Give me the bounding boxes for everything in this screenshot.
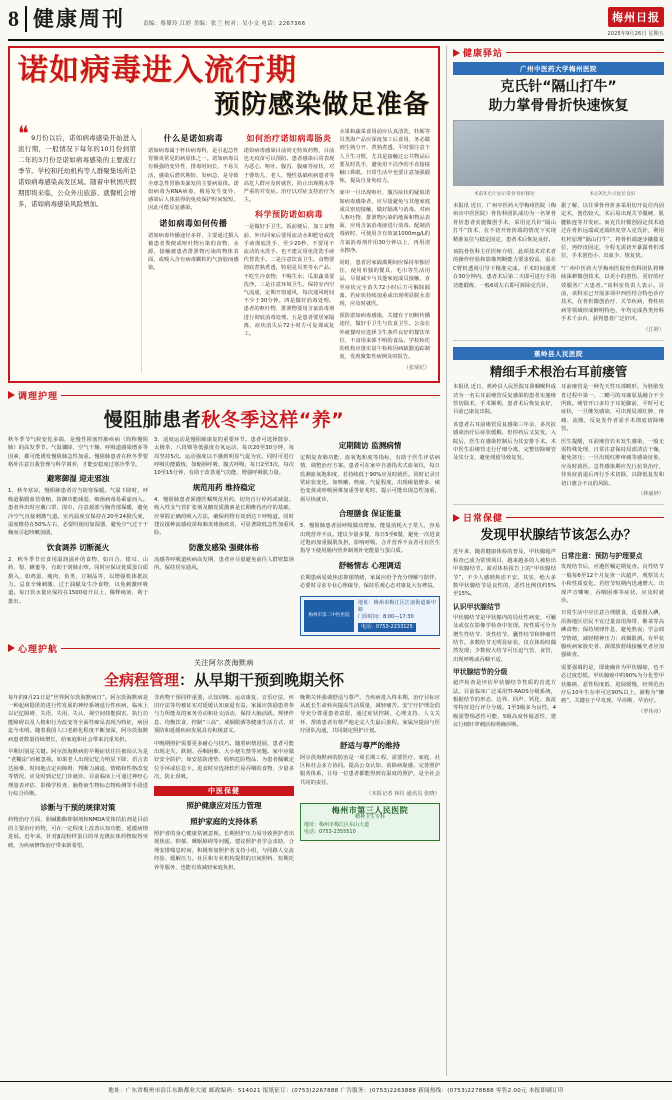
- hospital-ad-2-name: 梅州市第三人民医院: [331, 805, 409, 815]
- copd-headline-red: 秋冬季这样“养”: [201, 408, 345, 431]
- r1-headline: [453, 78, 664, 116]
- copd-text-2c: 长期患病易致焦虑抑郁情绪，家属应给予充分理解与陪伴，必要时寻求专业心理疏导，保持乐观心态对康复大有裨益。: [300, 574, 440, 590]
- hospital-info: [358, 600, 436, 632]
- lead-p3: 诺如病毒感染目前尚无特效药物，目前也无疫苗可以预防。患者感染后常表现为恶心、呕吐、腹泻、腹痛等症状，对于婴幼儿、老人、慢性基础疾病患者等高危人群应及时就医，防止出现脱水等严重的并发症。治疗以对症支持治疗为主。: [243, 148, 335, 204]
- alz-text-2b: 阿尔茨海默病的防治是一项长期工程，需要医疗、家庭、社区和社会多方协同。提高公众认知、消除病耻感、完善照护服务体系，让每一位患者都能得到有温度的照护，是全社会共同的责任。: [300, 754, 440, 786]
- content-grid: [8, 46, 664, 1076]
- r2-p3: 该患者右耳前瘘管反复感染三年余，多次抗感染治疗后症状缓解，但停药后又复发。入院后，医生在感染控制后为其安排手术。术中医生沿瘘管走行仔细分离，完整切除瘘管及其分支，避免残留导致复发。: [453, 421, 556, 462]
- section-title: 健康周刊: [33, 7, 125, 31]
- triangle-icon: [453, 514, 460, 522]
- r3-body-left: [453, 548, 556, 729]
- lead-intro-text: 9月份以后，诺如病毒感染开始进入流行期，一般情况下每年的10月份到第二年的3月份是诺如病毒感染的主要流行季节。学校和托幼机构等人群聚集场所是诺如病毒感染高发区域。随着中秋国庆假期即将来临，公众外出旅游、就餐机会增多，诺如病毒感染风险增加。: [18, 134, 136, 208]
- copd-sub-2: 定期随访 监测病情: [338, 440, 402, 450]
- page-number: 8: [8, 6, 27, 32]
- alz-sub-1: 照护家庭的支持体系: [190, 817, 258, 827]
- paper-name: 梅州日报: [608, 7, 664, 27]
- lead-headline-line2: 预防感染做足准备: [213, 90, 430, 120]
- alz-headline-red: 全病程管理: [103, 670, 179, 689]
- alz-columns: [8, 694, 440, 873]
- lead-p8: 预防诺如病毒感染，关键在于切断传播途径，做好手卫生与饮食卫生。公众在外就餐时应选择卫生条件良好的餐饮单位，不食用来源不明的食品。学校和托幼机构应落实晨午检和因病缺勤追踪制度，发现聚集性病例及时报告。: [339, 313, 431, 361]
- copd-sub-2c: 舒畅情志 心理调适: [338, 560, 402, 570]
- r3-body-right: [561, 548, 664, 729]
- r2-byline: （林丽妙）: [638, 490, 664, 497]
- alz-band2: 照护健康应对压力管理: [186, 801, 262, 811]
- paper-logo: [572, 6, 664, 37]
- divider: [453, 340, 664, 341]
- page-footer: 地址：广东省梅州市沿江东路都业大厦 邮政编码：514021 报纸征订：(0753)2267888 广告服务：(0753)2263888 新闻热线：(0753)2278888 零售2.00元 本报即刷订印: [0, 1081, 672, 1100]
- copd-lead: 秋冬季节气候变化多端，是慢性阻塞性肺疾病（简称慢阻肺）的高发季节。气温骤降、空气干燥、呼吸道感染增多等因素，都可能诱发慢阻肺急性加重。慢阻肺患者在秋冬季要格外注意自我管理与科学调养，才能安稳度过寒冷季节。: [8, 436, 148, 468]
- alz-text-1c: 照护者的身心健康常被忽视。长期照护压力易导致照护者出现焦虑、抑郁、睡眠障碍等问题。建议照护者学会求助，合理安排喘息时间，积极参加照护者支持小组，与同路人交流经验、缓解压力。社区和专业机构提供的日间照料、短期托养等服务，也能有效减轻家庭负担。: [154, 831, 294, 871]
- r3-p2: 超声检查是评估甲状腺结节性质的首选方法。目前临床广泛采用TI-RADS分级系统，根据结节的形态、边界、回声、钙化、血流等特征进行评分分级。1至3级多为良性，4级需警惕恶性可能，5级高度怀疑恶性，建议行细针穿刺活检明确诊断。: [453, 680, 556, 729]
- r1-p2: 据了解，以往掌骨骨折多采用切开复位内固定术，创伤较大，术后易出现关节僵硬、肌腱粘连等并发症。而克氏针微创固定技术通过在骨折远端或近端经皮穿入克氏针，利用杠杆原理“隔山打牛”，将骨折端逐步撬拨复位，再经皮固定，全程无需切开暴露骨折部位，手术创伤小、出血少、恢复快。: [561, 203, 664, 260]
- hospital-ad-2[interactable]: [300, 803, 440, 841]
- r2-body: [453, 383, 664, 498]
- alz-col-0: [8, 694, 148, 873]
- alz-text-0c: 药物治疗方面，胆碱酯酶抑制剂和NMDA受体拮抗剂是目前的主要治疗药物，可在一定程度上改善认知功能、延缓病情进展。近年来，针对β淀粉样蛋白的单克隆抗体药物取得突破，为疾病修饰治疗带来新希望。: [8, 817, 148, 849]
- right-column: [446, 46, 664, 1076]
- hospital-logo: 梅州市第二中医医院: [304, 600, 354, 632]
- alz-flag-label: 心理护航: [18, 644, 59, 655]
- r1-captions: [453, 190, 664, 198]
- lead-p5: 水果和蔬菜食用前应认真清洗，牡蛎等贝类海产品应深度加工后食用，务必做到生熟分开、煮熟煮透。平时要注意个人卫生习惯，尤其是接触过公共物品后要及时洗手，避免用不洁净的手直接接触口鼻眼。日常生活中也要注意加强锻炼，提高自身免疫力。: [339, 129, 431, 185]
- lead-sub-1: 什么是诺如病毒: [163, 134, 224, 143]
- lead-headline: [18, 54, 430, 120]
- health-station-flag: [453, 46, 664, 59]
- divider: [453, 504, 664, 505]
- copd-headline: [8, 408, 440, 432]
- r3-sub-3: 日常注意：预防与护理要点: [561, 552, 643, 561]
- alz-sub-2: 舒适与尊严的维持: [340, 740, 400, 750]
- copd-sub-1c: 防激发感染 强健体格: [188, 542, 260, 552]
- alz-text-0b: 早期识别是关键。阿尔茨海默病的早期症状往往被误认为是“老糊涂”而被忽视。如果老人出现记忆力明显下降、语言表达困难、时间地点定向障碍、判断力减退、情绪和性格改变等情况，应及时到记忆门诊就诊。目前临床上可通过神经心理量表评估、影像学检查、脑脊液生物标志物检测等手段进行综合诊断。: [8, 749, 148, 798]
- alz-headline: [8, 670, 440, 690]
- daily-health-label: 日常保健: [463, 514, 504, 525]
- copd-text-2b: 5．慢阻肺患者因呼吸做功增加，能量消耗大于常人，容易出现营养不良。建议少量多餐，每日5至6餐，避免一次进食过饱而加重膈肌负担，影响呼吸。合并营养不良者可在医生指导下使用肠内营养制剂补充能量与蛋白质。: [300, 523, 440, 555]
- r2-body-left: [453, 383, 556, 498]
- alz-col-1: [154, 694, 294, 873]
- hospital-ad-1[interactable]: [300, 596, 440, 636]
- lead-body: [18, 123, 431, 373]
- alz-text-0: 每年的9月21日是“世界阿尔茨海默病日”。阿尔茨海默病是一种起病隐匿的进行性发展的神经系统退行性疾病，临床上以记忆障碍、失语、失用、失认、视空间技能损害、执行功能障碍以及人格和行为改变等全面性痴呆表现为特征，病因迄今未明。随着我国人口老龄化程度不断加深，阿尔茨海默病患者数量持续增长，给家庭和社会带来沉重负担。: [8, 694, 148, 743]
- r3-p3: 发现结节后，应遵医嘱定期复查。良性结节一般每6至12个月复查一次超声，观察其大小和性质变化。若结节短期内迅速增大、出现声音嘶哑、吞咽困难等症状，应及时就诊。: [561, 564, 664, 604]
- lead-col-3: [339, 128, 430, 373]
- lead-sub-2: 诺如病毒如何传播: [159, 218, 228, 228]
- r1-body-right: [561, 202, 664, 334]
- r2-p2: 耳前瘘管是一种先天性耳部畸形，为胚胎发育过程中第一、二鳃弓的耳廓原基融合不全所致。瘘管开口多位于耳轮脚前，平时可无症状，一旦继发感染，可出现局部红肿、疼痛、流脓，反复发作者需手术彻底切除瘘管。: [561, 384, 664, 433]
- lead-p7: 同时，患者居家隔离期间应保持单独居住，使用单独的餐具、毛巾等生活用品，尽量减少与其他家庭成员接触，直至症状完全消失72小时后方可解除隔离。若症状持续加重或出现明显脱水表现，应及时就医。: [339, 260, 431, 308]
- copd-flag-label: 调理护理: [18, 391, 59, 402]
- r1-p4: “广州中医药大学梅州医院骨伤科团队将继续深耕微创技术，以更小的创伤、更好的疗效服务广大患者。”该科室负责人表示。目前，该科室已开展多项中西医结合特色诊疗技术，在骨折微创治疗、关节疾病、脊柱疾病等领域形成鲜明特色，年均完成各类骨科手术千余台，获得患者广泛好评。: [561, 265, 664, 323]
- xray-photo: [453, 120, 664, 186]
- copd-text-1b: 4．慢阻肺患者须遵医嘱规范用药，切勿自行停药或减量。吸入性支气管扩张剂及糖皮质激素是长期维持治疗的基础，应掌握正确的吸入方法，确保药物有效到达下呼吸道。同时建议接种流感疫苗和肺炎球菌疫苗，可显著降低急性加重风险。: [154, 496, 294, 537]
- alz-headline-rest: ：从早期干预到晚期关怀: [179, 670, 345, 689]
- r1-headline-line1: 克氏针“隔山打牛”: [500, 79, 617, 95]
- hospital-hours: 门诊时间：8:00—17:30: [358, 613, 414, 620]
- copd-headline-pre: 慢阻肺患者: [103, 408, 202, 431]
- r1-body-left: [453, 202, 556, 334]
- lead-byline: （张展纪）: [403, 365, 431, 372]
- copd-columns: [8, 436, 440, 636]
- r1-p3: 该院骨伤科主任医师介绍，此项技术对术者的操作经验和影像判断能力要求较高，需在C臂机透视引导下精准完成。手术时间通常在30分钟内，患者术后第二天即可进行手指功能锻炼，一般6周左右即可拆除克氏针。: [453, 249, 556, 289]
- copd-sub-2b: 合理膳食 保证能量: [338, 509, 402, 519]
- triangle-icon: [8, 644, 15, 652]
- r2-p4: 医生提醒，耳前瘘管若未发生感染，一般无需特殊处理，日常注意保持局部清洁干燥，避免挤压；一旦出现红肿疼痛等感染征象，应及时就医。急性感染期应先行抗炎治疗，待炎症消退后再行手术切除，以降低复发和切口愈合不良的风险。: [561, 438, 664, 487]
- masthead: [8, 6, 664, 41]
- copd-flag: [8, 389, 440, 402]
- copd-text-0: 1．秋冬寒凉，慢阻肺患者首当防寒保暖。气温下降时，呼吸道黏膜血管收缩，防御功能减弱，细菌病毒易乘虚而入。患者外出时应戴口罩、围巾，注意颈部与胸背部保暖，避免冷空气直接刺激气道。室内温度宜保持在20至24摄氏度，湿度维持在50%左右，必要时使用加湿器，避免空气过于干燥而引起咳嗽加剧。: [8, 488, 148, 537]
- lead-sub-4: 科学预防诺如病毒: [255, 210, 323, 220]
- alz-col-2: [300, 694, 440, 873]
- health-station-label: 健康驿站: [463, 49, 504, 59]
- r3-p0: 近年来，随着健康体检的普及，甲状腺超声检查已成为常规项目，越来越多的人被检出甲状腺结节。面对体检报告上的“甲状腺结节”，不少人感到焦虑不安。其实，绝大多数甲状腺结节是良性的，恶性比例仅约5%至15%。: [453, 549, 556, 598]
- caption-left: 术前X光片显示掌骨骨折移位: [474, 192, 535, 197]
- hospital-ad-2-sub: 精神卫生专科: [354, 814, 385, 821]
- hospital-band-2: 蕉岭县人民医院: [453, 347, 664, 360]
- left-column: [8, 46, 446, 1076]
- daily-health-flag: [453, 511, 664, 524]
- alz-text-1b: 中晚期照护需要更多耐心与技巧。随着病情进展，患者可能出现走失、跌倒、吞咽困难、大小便失禁等问题。家中应做好安全防护，如安装防滑垫、收纳危险物品、为患者佩戴定位手环或信息卡。进食时应选择软烂易吞咽的食物，少量多次，防止误吸。: [154, 740, 294, 781]
- lead-col-2: [244, 128, 335, 373]
- copd-text-1: 3．适度运动是慢阻肺康复的重要环节。患者可选择散步、太极拳、八段锦等低强度有氧运动，每次20至30分钟，每周坚持5次。运动强度以不感到明显气促为宜。同时可进行呼吸功能锻炼，如缩唇呼吸、腹式呼吸，每日2至3次，每次10至15分钟，有助于改善通气功能、增强呼吸肌力量。: [154, 436, 294, 477]
- r3-sub-2: 甲状腺结节的分级: [453, 668, 508, 677]
- triangle-icon: [453, 49, 460, 57]
- lead-p2: 诺如病毒传播途径多样，主要通过摄入被患者粪便或呕吐物污染的食物、水源，接触被患者排泄物污染的物体表面，或吸入含有病毒颗粒的气溶胶而感染。: [148, 232, 239, 272]
- copd-text-2: 定期复查肺功能、血氧饱和度等指标，有助于医生评估病情、调整治疗方案。患者可在家中自备指夹式血氧仪，每日监测血氧饱和度，若持续低于90%应及时就医。同时记录日常症状变化，如咳嗽、咳痰、气促程度，出现痰量增多、痰色变黄或呼吸困难加重等征兆时，提示可能出现急性加重，须尽快就诊。: [300, 454, 440, 503]
- copd-sub-0b: 饮食调养 切断涎火: [46, 542, 110, 552]
- r3-p1: 甲状腺结节是甲状腺内的局灶性病变，可触及或仅在影像学检查中发现。按性质可分为增生性结节、炎性结节、囊性结节和肿瘤性结节。多数结节无明显症状，仅在体检时偶然发现；少数较大结节可压迫气管、食管，出现呼吸或吞咽不适。: [453, 614, 556, 663]
- hospital-ad-2-phone[interactable]: 电话：0753-2355510: [304, 829, 356, 836]
- r2-headline: 精细手术根治右耳前瘘管: [489, 364, 628, 380]
- alz-band: 中医保健: [154, 786, 294, 796]
- alz-flag: [8, 642, 440, 655]
- r3-p4: 日常生活中应注意合理膳食，适量摄入碘，沿海地区居民不宜过量食用海带、紫菜等高碘食物；保持规律作息，避免熬夜；学会调节情绪，减轻精神压力；戒烟限酒。有甲状腺疾病家族史者、颈部放射线接触史者应加强筛查。: [561, 610, 664, 659]
- r2-body-right: [561, 383, 664, 498]
- divider: [61, 395, 440, 396]
- lead-p1: 诺如病毒属于杯状病毒科，是引起急性胃肠炎常见的病原体之一。诺如病毒具有极强的变异性，排毒时间长，不易失活，感染后潜伏期短、发病急，是导致全球急性胃肠炎暴发的主要病原体。诺如病毒为RNA病毒，极易发生变异，感染后人体获得的免疫保护时间较短，因此可能反复感染。: [148, 148, 239, 212]
- lead-sub-3: 如何治疗诺如病毒肠炎: [246, 134, 332, 143]
- lead-col-1: [148, 128, 239, 373]
- lead-p6: 家中一旦出现呕吐、腹泻症状的疑似诺如病毒感染者，应尽量避免与其他家庭成员密切接触，做好隔离与消毒。对病人呕吐物、排泄物污染的地面和物品表面，应用含氯消毒液进行消毒。配制消毒液时，可使用含有效氯1000mg/L的含氯消毒剂作用30分钟以上，再用清水擦净。: [339, 190, 431, 254]
- r2-p1: 本报讯 近日，蕉岭县人民医院耳鼻咽喉科成功为一名右耳前瘘管反复感染的患者实施瘘管切除术，手术顺利，患者术后恢复良好，目前已康复出院。: [453, 384, 556, 416]
- hospital-ad-2-address: 地址：梅州市梅江区东山大道: [304, 821, 370, 828]
- lead-intro: [18, 123, 142, 373]
- quote-icon: ❝: [18, 123, 29, 145]
- copd-sub-0: 避寒御湿 迎走邪浊: [46, 474, 110, 484]
- copd-article: [8, 389, 440, 636]
- hospital-phone[interactable]: 电话：0753-2233125: [358, 623, 416, 632]
- r3-p5: 需要强调的是，即使确诊为甲状腺癌，也不必过度恐慌。甲状腺癌中约90%为分化型甲状腺癌，恶性程度低、进展缓慢，经规范治疗后10年生存率可达90%以上，被称为“懒癌”。关键在于早发现、早诊断、早治疗。: [561, 664, 664, 705]
- lead-article: [8, 46, 440, 383]
- caption-right: 术后X光片示复位良好: [589, 192, 636, 197]
- alz-sub-0: 诊断与干预的规律对策: [40, 803, 116, 813]
- triangle-icon: [8, 391, 15, 399]
- credits-line: 责编：蔡颦玲 江婷 美编：张兰 校对：吴小文 电话：2267366: [143, 21, 306, 27]
- divider: [61, 648, 440, 649]
- copd-col-0: [8, 436, 148, 636]
- r3-byline: （罗伟章）: [638, 708, 664, 715]
- copd-text-1c: 流感等呼吸道疾病高发期，患者应尽量避免前往人群密集场所，保持居室通风。: [154, 556, 294, 572]
- alz-byline: （本报记者 林仪 通讯员 张晓）: [366, 791, 440, 798]
- lead-p4: 一是做好手卫生。饭前便后、加工食物前、外出回家后要用流动水和肥皂或洗手液彻底洗手，至少20秒，不要用不流动的水洗手，也不建议用免洗洗手液代替洗手。二是注意饮食卫生。食物要彻底煮熟煮透，特别是贝类等水产品；不吃生冷食物；不喝生水；瓜果蔬菜要洗净。三是注意环境卫生。保持室内空气流通，定期开窗通风，每次通风时间不少于30分钟。四是做好消毒处理。患者的呕吐物、排泄物要用含氯消毒剂进行彻底消毒处理。五是患者要居家隔离，症状消失后72小时方可复课或复工。: [243, 224, 335, 338]
- alz-topic: 关注阿尔茨海默病: [194, 658, 254, 667]
- hospital-band-1: 广州中医药大学梅州医院: [453, 62, 664, 75]
- divider: [506, 52, 664, 53]
- r1-body: [453, 202, 664, 334]
- r1-byline: （江婷）: [643, 326, 664, 333]
- copd-col-2: [300, 436, 440, 636]
- copd-text-0b: 2．秋冬季节宜食用温润滋补的食物，如百合、银耳、山药、梨、蜂蜜等，有助于润肺止咳。同时应保证优质蛋白质摄入，如鸡蛋、瘦肉、鱼类、豆制品等，以增强机体抵抗力。忌食辛辣刺激、过于油腻及生冷食物，以免刺激呼吸道。每日饮水量应保持在1500毫升以上，稀释痰液，利于排出。: [8, 556, 148, 605]
- r3-body: [453, 548, 664, 729]
- alz-text-2: 晚期关怀强调舒适与尊严。当疾病进入终末期，治疗目标应从延长生命转向提高生活质量，减轻痛苦。安宁疗护理念倡导充分尊重患者意愿，通过症状控制、心理支持、人文关怀，帮助患者有尊严地走完人生最后旅程。家属应提前与医疗团队沟通，共同制定照护计划。: [300, 694, 440, 735]
- publication-date: 2025年9月26日 星期五: [607, 31, 664, 37]
- r3-sub-1: 认识甲状腺结节: [453, 602, 501, 611]
- hospital-address: 地址：梅州市梅江区江南街道新中路: [358, 599, 436, 613]
- copd-col-1: [154, 436, 294, 636]
- copd-sub-1b: 规范用药 维持稳定: [192, 482, 256, 492]
- r3-headline: 发现甲状腺结节该怎么办？: [480, 528, 637, 544]
- r1-headline-line2: 助力掌骨骨折快速恢复: [488, 98, 629, 114]
- divider: [506, 517, 664, 518]
- lead-columns: [148, 128, 430, 373]
- lead-headline-line1: 诺如病毒进入流行期: [18, 53, 297, 88]
- alz-text-1: 非药物干预同样重要。认知训练、运动康复、音乐疗法、怀旧疗法等均被证实对延缓认知衰退有益。家属应鼓励患者参与力所能及的家务劳动和社交活动，保持大脑活跃。规律作息、均衡饮食、控制“三高”、戒烟限酒等健康生活方式，对预防和延缓疾病发展具有积极意义。: [154, 694, 294, 735]
- alzheimer-article: [8, 642, 440, 873]
- r1-p1: 本报讯 近日，广州中医药大学梅州医院（梅州市中医医院）骨伤科团队成功为一名掌骨骨折患者实施微创手术，采用克氏针“隔山打牛”技术，在不切开骨折端的情况下实现精准复位与稳定固定，患者术后恢复良好。: [453, 203, 556, 243]
